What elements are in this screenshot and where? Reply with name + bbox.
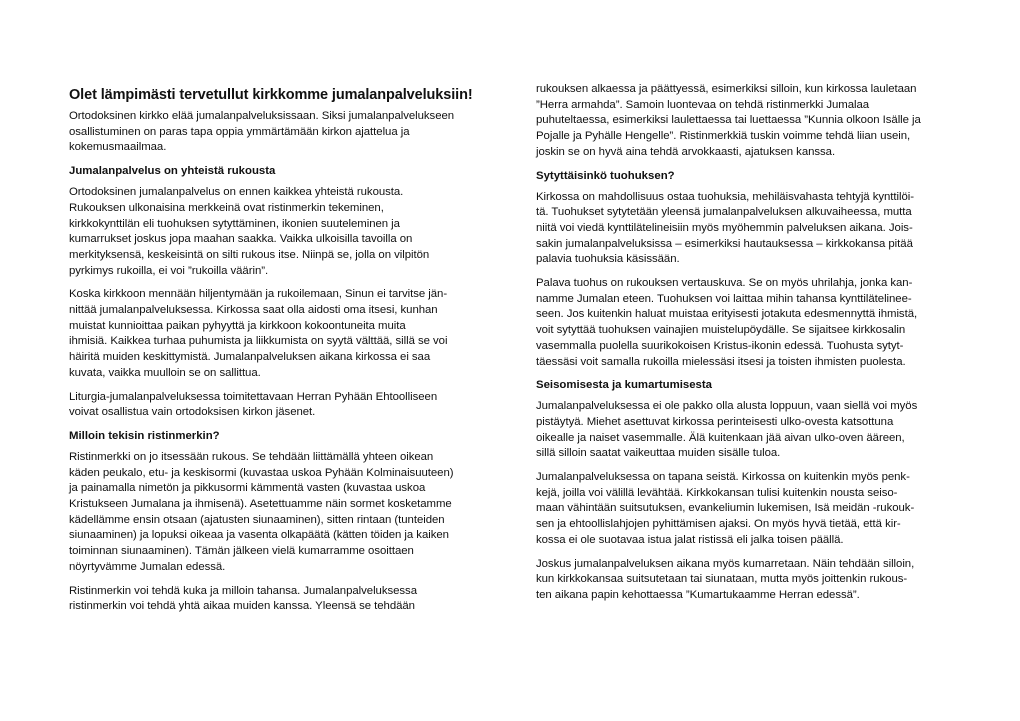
text-line: kirkkokynttilän eli tuohuksen sytyttäminen, ikonien suuteleminen ja bbox=[69, 217, 400, 230]
burning-candle-paragraph bbox=[536, 276, 966, 370]
right-column bbox=[536, 82, 966, 612]
text-line: Rukouksen ulkonaisina merkkeinä ovat ristinmerkin tekeminen, bbox=[69, 201, 384, 214]
text-line: muistat kunnioittaa paikan pyhyyttä ja kirkkoon kokoontuneita muita bbox=[69, 319, 406, 332]
text-line: niitä voi viedä kynttilätelineisiin myös myöhemmin palveluksen aikana. Jois- bbox=[536, 221, 913, 234]
heading-cross: Milloin tekisin ristinmerkin? bbox=[69, 429, 220, 442]
heading-prayer: Jumalanpalvelus on yhteistä rukousta bbox=[69, 165, 276, 178]
text-line: sakin jumalanpalveluksissa – esimerkiksi hautauksessa – kirkkokansa pitää bbox=[536, 237, 913, 250]
text-line: kuvata, vaikka muulloin se on sallittua. bbox=[69, 366, 261, 379]
text-line: merkityksensä, keskeisintä on silti rukous itse. Niinpä se, jolla on vilpitön bbox=[69, 248, 430, 261]
stand-custom-paragraph bbox=[536, 470, 966, 549]
text-line: Ortodoksinen kirkko elää jumalanpalveluksissaan. Siksi jumalanpalvelukseen bbox=[69, 110, 455, 122]
standing-paragraph bbox=[536, 399, 966, 462]
text-line: Koska kirkkoon mennään hiljentymään ja rukoilemaan, Sinun ei tarvitse jän- bbox=[69, 288, 448, 301]
text-line: Pojalle ja Pyhälle Hengelle”. Ristinmerkkiä tuskin voimme tehdä liian usein, bbox=[536, 130, 911, 143]
text-line: kossa ei ole suotavaa istua jalat ristissä eli jalka toisen päällä. bbox=[536, 533, 844, 546]
cross-paragraph bbox=[69, 450, 499, 576]
text-line: Kristukseen Jumalana ja ihmisenä). Asetettuamme näin sormet kosketamme bbox=[69, 498, 452, 511]
text-line: täessäsi voit samalla rukoilla mielessäsi itsesi ja toisten ihmisten puolesta. bbox=[536, 355, 906, 368]
text-line: Ortodoksinen jumalanpalvelus on ennen kaikkea yhteistä rukousta. bbox=[69, 186, 404, 199]
text-line: tä. Tuohukset sytytetään yleensä jumalanpalveluksen alkuvaiheessa, mutta bbox=[536, 206, 912, 219]
text-line: ”Herra armahda”. Samoin luontevaa on tehdä ristinmerkki Jumalaa bbox=[536, 98, 870, 111]
text-line: nittää jumalanpalveluksessa. Kirkossa saat olla aidosti oma itsesi, kunhan bbox=[69, 304, 438, 317]
text-line: voit sytyttää tuohuksen vainajien muistelupöydälle. Se sijaitsee kirkkosalin bbox=[536, 324, 906, 337]
candle-paragraph bbox=[536, 190, 966, 269]
text-line: pistäytyä. Miehet asettuvat kirkossa perinteisesti ulko-ovesta katsottuna bbox=[536, 415, 894, 428]
anyone-paragraph bbox=[69, 584, 499, 615]
text-line: Jumalanpalveluksessa ei ole pakko olla alusta loppuun, vaan siellä voi myös bbox=[536, 400, 918, 413]
text-line: sen ja ehtoollislahjojen pyhittämisen ajaksi. On myös hyvä tietää, että kir- bbox=[536, 518, 901, 531]
text-line: oikealle ja naiset vasemmalle. Älä kuitenkaan jää aivan ulko-oven ääreen, bbox=[536, 431, 905, 444]
text-line: ten aikana papin kehottaessa ”Kumartukaamme Herran edessä”. bbox=[536, 588, 860, 601]
text-line: palavia tuohuksia käsissään. bbox=[536, 253, 680, 266]
text-line: Joskus jumalanpalveluksen aikana myös kumarretaan. Näin tehdään silloin, bbox=[536, 557, 915, 570]
text-line: ihmisiä. Kaikkea turhaa puhumista ja liikkumista on syytä välttää, sillä se voi bbox=[69, 335, 448, 348]
text-line: puhuteltaessa, esimerkiksi laulettaessa tai luettaessa ”Kunnia olkoon Isälle ja bbox=[536, 114, 921, 127]
page-title: Olet lämpimästi tervetullut kirkkomme jumalanpalveluksiin! bbox=[69, 87, 473, 103]
text-line: kädellämme ensin otsaan (ajatusten siunaaminen), sitten rintaan (tunteiden bbox=[69, 513, 445, 526]
continuation-paragraph bbox=[536, 82, 966, 161]
text-line: ristinmerkin voi tehdä yhtä aikaa muiden kanssa. Yleensä se tehdään bbox=[69, 600, 415, 613]
text-line: nöyrtyvämme Jumalan edessä. bbox=[69, 560, 226, 573]
text-line: ja painamalla nimetön ja pikkusormi kämmentä vasten (kuvastaa uskoa bbox=[69, 482, 426, 495]
text-line: Liturgia-jumalanpalveluksessa toimitettavaan Herran Pyhään Ehtoolliseen bbox=[69, 390, 438, 403]
text-line: Jumalanpalveluksessa on tapana seistä. Kirkossa on kuitenkin myös penk- bbox=[536, 471, 910, 484]
text-line: Palava tuohus on rukouksen vertauskuva. Se on myös uhrilahja, jonka kan- bbox=[536, 277, 913, 290]
text-line: seen. Jos kuitenkin haluat muistaa erityisesti jotakuta edesmennyttä ihmistä, bbox=[536, 308, 918, 321]
text-line: toiminnan siunaaminen). Tämän jälkeen vielä kumarramme osoittaen bbox=[69, 545, 414, 558]
text-line: namme Jumalan eteen. Tuohuksen voi laittaa mihin tahansa kynttilätelinee- bbox=[536, 292, 912, 305]
calm-paragraph bbox=[69, 287, 499, 381]
prayer-paragraph bbox=[69, 185, 499, 279]
text-line: osallistuminen on paras tapa oppia ymmärtämään kirkon ajattelua ja bbox=[69, 125, 410, 138]
text-line: häiritä muiden keskittymistä. Jumalanpalveluksen aikana kirkossa ei saa bbox=[69, 351, 431, 364]
text-line: vasemmalla puolella suurikokoisen Kristus-ikonin edessä. Tuohusta sytyt- bbox=[536, 339, 904, 352]
text-line: maan vähintään suitsutuksen, evankeliumin lukemisen, Isä meidän -rukouk- bbox=[536, 502, 915, 515]
text-line: pyrkimys rukoilla, ei voi ”rukoilla väärin”. bbox=[69, 264, 269, 277]
heading-candle: Sytyttäisinkö tuohuksen? bbox=[536, 169, 675, 182]
text-line: rukouksen alkaessa ja päättyessä, esimerkiksi silloin, kun kirkossa lauletaan bbox=[536, 83, 917, 95]
left-column bbox=[69, 86, 499, 623]
bowing-paragraph bbox=[536, 557, 966, 604]
liturgy-paragraph bbox=[69, 390, 499, 421]
text-line: kun kirkkokansaa suitsutetaan tai siunataan, mutta myös joittenkin rukous- bbox=[536, 573, 908, 586]
text-line: kokemusmaailmaa. bbox=[69, 141, 167, 154]
heading-standing: Seisomisesta ja kumartumisesta bbox=[536, 379, 713, 392]
text-line: käden peukalo, etu- ja keskisormi (kuvastaa uskoa Pyhään Kolminaisuuteen) bbox=[69, 466, 454, 479]
text-line: sillä silloin saatat vaikeuttaa muiden sisälle tuloa. bbox=[536, 447, 781, 460]
text-line: Kirkossa on mahdollisuus ostaa tuohuksia, mehiläisvahasta tehtyjä kynttilöi- bbox=[536, 190, 914, 203]
text-line: siunaaminen) ja lopuksi oikeaa ja vasenta olkapäätä (kätten töiden ja kaiken bbox=[69, 529, 449, 542]
intro-paragraph bbox=[69, 109, 499, 156]
text-line: Ristinmerkki on jo itsessään rukous. Se tehdään liittämällä yhteen oikean bbox=[69, 450, 434, 463]
text-line: voivat osallistua vain ortodoksisen kirkon jäsenet. bbox=[69, 406, 316, 419]
text-line: Ristinmerkin voi tehdä kuka ja milloin tahansa. Jumalanpalveluksessa bbox=[69, 584, 417, 597]
text-line: kejä, joilla voi välillä levähtää. Kirkkokansan tulisi kuitenkin nousta seiso- bbox=[536, 486, 898, 499]
text-line: joskin se on hyvä aina tehdä arvokkaasti, ajatuksen kanssa. bbox=[536, 145, 836, 158]
text-line: kumarrukset joskus jopa maahan saakka. Vaikka ulkoisilla tavoilla on bbox=[69, 233, 413, 246]
